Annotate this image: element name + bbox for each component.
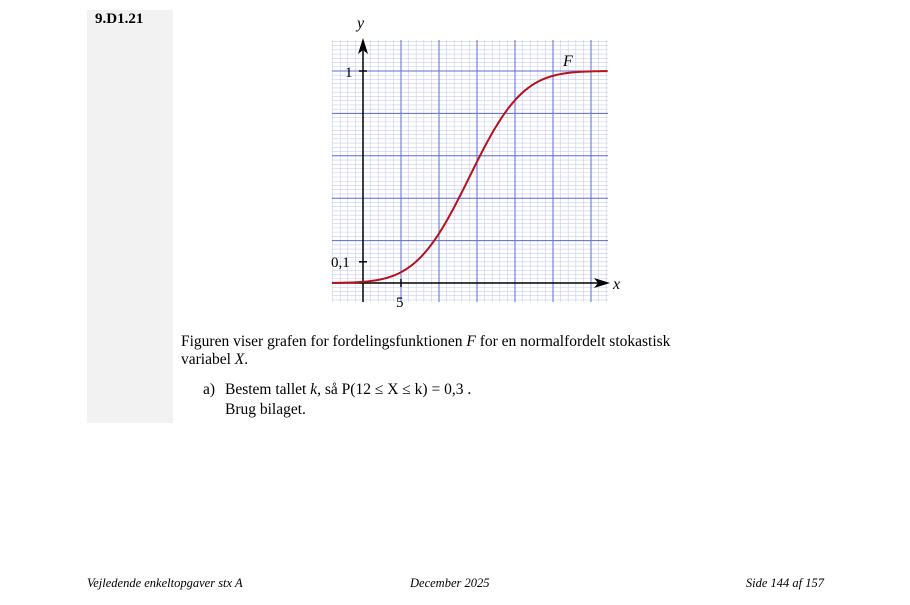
y-tick-label-0-1: 0,1	[331, 255, 350, 271]
question-a-hint: Brug bilaget.	[225, 401, 306, 418]
curve-label-f: F	[563, 53, 573, 70]
symbol-k: k	[310, 381, 318, 398]
footer-left: Vejledende enkeltopgaver stx A	[87, 576, 243, 590]
text-run: variabel	[181, 351, 235, 368]
x-tick-label-5: 5	[396, 295, 404, 311]
symbol-x: X	[234, 351, 245, 368]
text-run: for en normalfordelt stokastisk	[475, 333, 671, 350]
question-a-label: a)	[203, 381, 216, 398]
problem-line-2	[181, 351, 741, 369]
y-axis-label: y	[357, 15, 365, 32]
question-a-row	[203, 380, 703, 400]
y-tick-label-1: 1	[345, 65, 353, 81]
text-run: Figuren viser grafen for fordelingsfunktionen	[181, 333, 467, 350]
footer-date: December 2025	[410, 576, 490, 590]
grid-minor	[332, 40, 608, 302]
problem-text	[181, 333, 741, 369]
formula: P(12 ≤ X ≤ k) = 0,3 .	[341, 381, 472, 398]
text-run: .	[244, 351, 249, 368]
task-id: 9.D1.21	[95, 11, 144, 27]
symbol-f: F	[466, 333, 476, 350]
question-a-text	[225, 380, 471, 400]
text-run: , så	[317, 381, 342, 398]
question-a	[203, 380, 703, 420]
footer-page: Side 144 af 157	[745, 576, 824, 590]
problem-line-1	[181, 333, 741, 351]
task-gutter	[87, 10, 173, 423]
text-run: Bestem tallet	[225, 381, 311, 398]
cdf-chart	[322, 10, 630, 315]
x-axis-label: x	[613, 276, 621, 293]
cdf-figure	[322, 10, 630, 315]
